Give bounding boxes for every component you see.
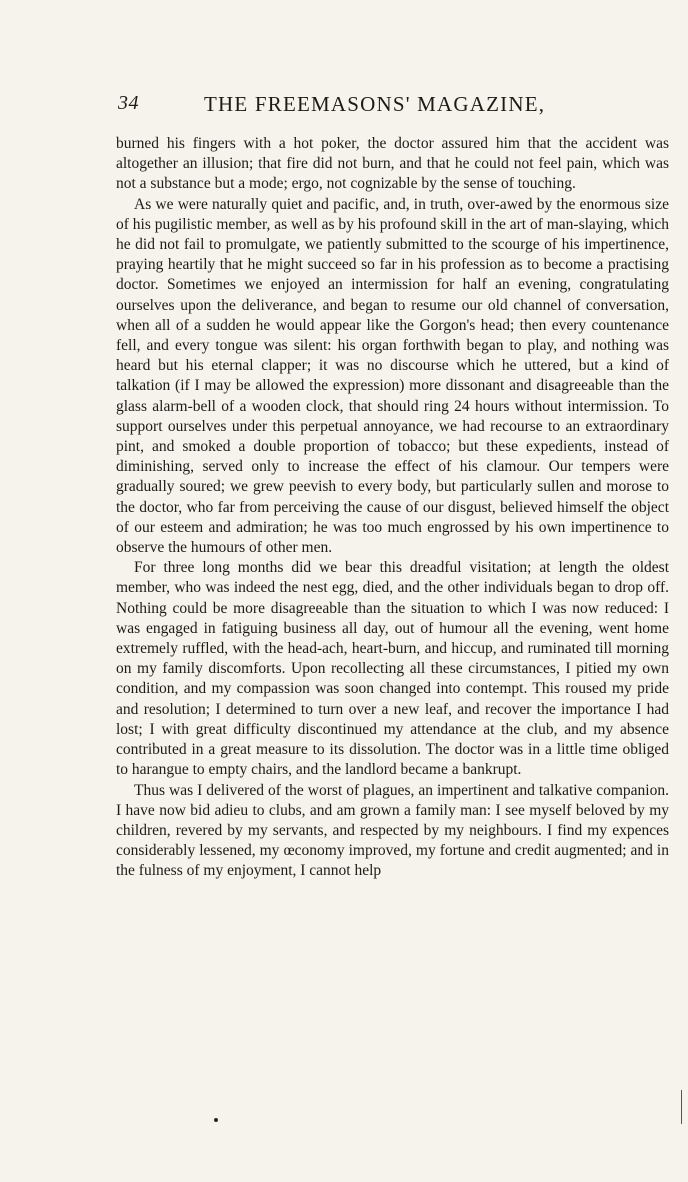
page-edge-mark [681, 1090, 682, 1124]
page-header [112, 92, 672, 122]
ink-speck [214, 1118, 218, 1122]
paragraph: As we were naturally quiet and pacific, and, in truth, over-awed by the enormous size of his pugilistic member, as well as by his profound skill in the art of man-slaying, which he did not fail to promulgate, we patiently submitted to the scourge of his impertinence, praying heartily that he might succeed so far in his profession as to become a practising doctor. Sometimes we enjoyed an intermission for half an evening, congratulating ourselves upon the deliverance, and began to resume our old channel of conversation, when all of a sudden he would appear like the Gorgon's head; then every countenance fell, and every tongue was silent: his organ forthwith began to play, and nothing was heard but his eternal clapper; it was no discourse which he uttered, but a kind of talkation (if I may be allowed the expression) more dissonant and disagreeable than the glass alarm-bell of a wooden clock, that should ring 24 hours without intermission. To support ourselves under this perpetual annoyance, we had recourse to an extraordinary pint, and smoked a double proportion of tobacco; but these expedients, instead of diminishing, served only to increase the effect of his clamour. Our tempers were gradually soured; we grew peevish to every body, but particularly sullen and morose to the doctor, who far from perceiving the cause of our disgust, believed himself the object of our esteem and admiration; he was too much engrossed by his own impertinence to observe the humours of other men. [116, 195, 669, 557]
running-title: THE FREEMASONS' MAGAZINE, [204, 92, 546, 116]
page-number: 34 [118, 92, 139, 114]
paragraph: For three long months did we bear this dreadful visitation; at length the oldest member, who was indeed the nest egg, died, and the other individuals began to drop off. Nothing could be more disagreeable than the situation to which I was now reduced: I was engaged in fatiguing business all day, out of humour all the evening, went home extremely ruffled, with the head-ach, heart-burn, and hiccup, and ruminated till morning on my family discomforts. Upon recollecting all these circumstances, I pitied my own condition, and my compassion was soon changed into contempt. This roused my pride and resolution; I determined to turn over a new leaf, and recover the importance I had lost; I with great difficulty discontinued my attendance at the club, and my absence contributed in a great measure to its dissolution. The doctor was in a little time obliged to harangue to empty chairs, and the landlord became a bankrupt. [116, 559, 669, 779]
article-body [116, 134, 669, 882]
paragraph-continued: burned his fingers with a hot poker, the doctor assured him that the accident was altogether an illusion; that fire did not burn, and that he could not feel pain, which was not a substance but a mode; ergo, not cognizable by the sense of touching. [116, 135, 669, 193]
paragraph: Thus was I delivered of the worst of plagues, an impertinent and talkative companion. I have now bid adieu to clubs, and am grown a family man: I see myself beloved by my children, revered by my servants, and respected by my neighbours. I find my expences considerably lessened, my œconomy improved, my fortune and credit augmented; and in the fulness of my enjoyment, I cannot help [116, 781, 669, 880]
